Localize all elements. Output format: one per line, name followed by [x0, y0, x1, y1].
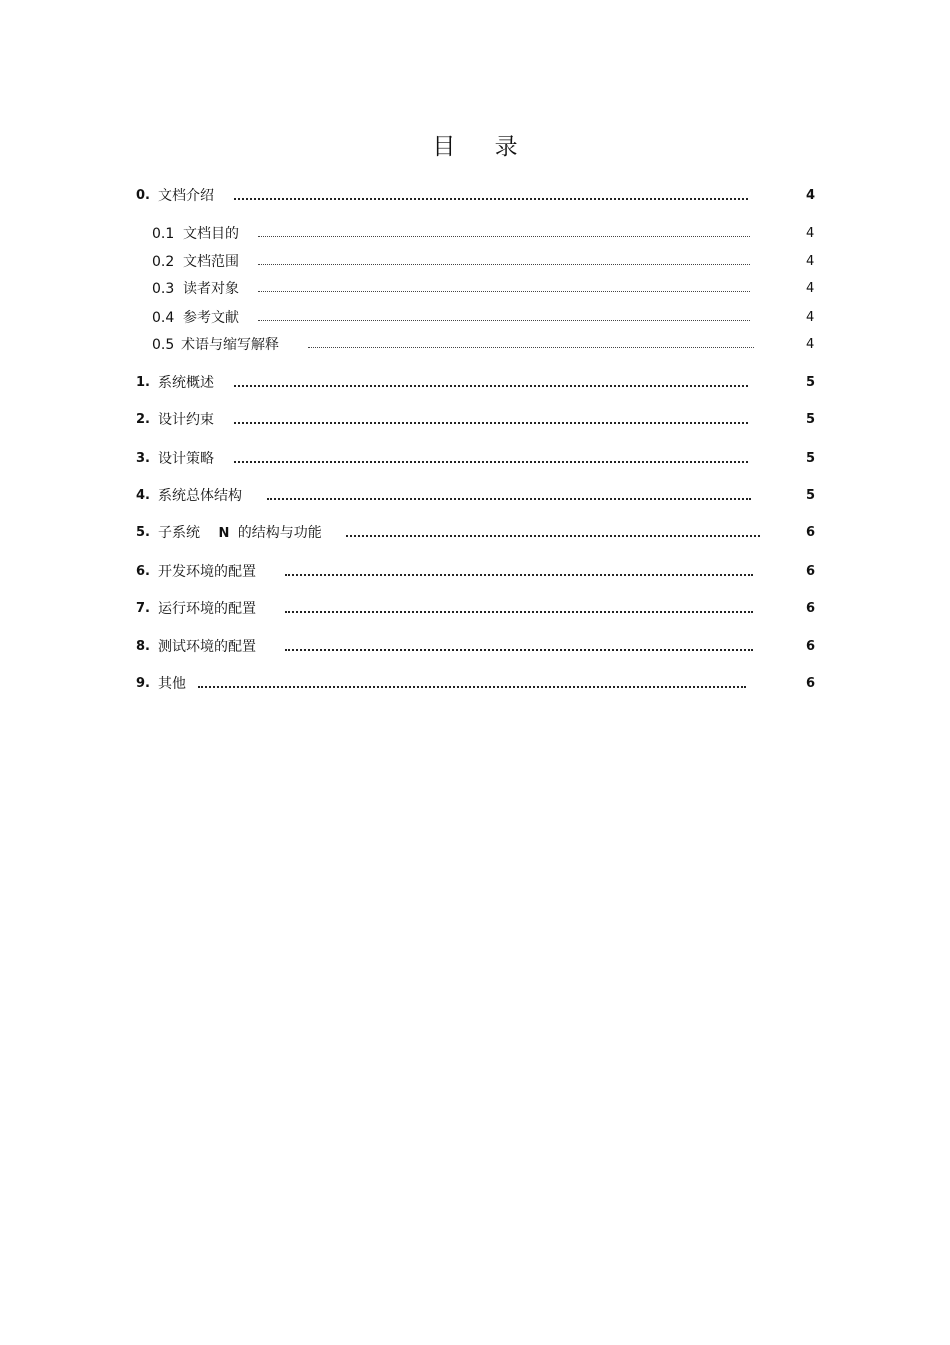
- toc-entry-1[interactable]: [136, 373, 816, 393]
- toc-entry-page: 5: [806, 375, 816, 390]
- toc-entry-label: 文档范围: [183, 254, 239, 270]
- toc-entry-label: 开发环境的配置: [158, 564, 256, 580]
- toc-entry-number: 1.: [136, 375, 150, 390]
- toc-entry-label: 系统总体结构: [158, 488, 242, 504]
- toc-entry-label: 参考文献: [183, 310, 239, 326]
- toc-entry-7[interactable]: [136, 599, 816, 619]
- toc-entry-0-2[interactable]: [152, 252, 816, 272]
- toc-entry-page: 4: [806, 337, 815, 352]
- toc-leader-dots: [258, 291, 750, 292]
- toc-entry-page: 4: [806, 254, 815, 269]
- toc-entry-label: 术语与缩写解释: [181, 337, 279, 353]
- toc-title: 目 录: [432, 134, 534, 160]
- toc-entry-label: 系统概述: [158, 375, 214, 391]
- toc-entry-label: [158, 523, 322, 544]
- toc-leader-dots: [285, 574, 753, 576]
- toc-entry-page: 4: [806, 281, 815, 296]
- toc-leader-dots: [234, 461, 748, 463]
- toc-entry-number: 9.: [136, 676, 150, 691]
- toc-entry-label: 文档介绍: [158, 188, 214, 204]
- toc-leader-dots: [285, 611, 753, 613]
- toc-entry-number: 3.: [136, 451, 150, 466]
- toc-entry-0-1[interactable]: [152, 224, 816, 244]
- toc-entry-page: 4: [806, 226, 815, 241]
- toc-entry-4[interactable]: [136, 486, 816, 506]
- toc-entry-page: 4: [806, 310, 815, 325]
- toc-entry-9[interactable]: [136, 674, 816, 694]
- toc-entry-0-3[interactable]: [152, 279, 816, 299]
- toc-entry-label: 读者对象: [183, 281, 239, 297]
- toc-entry-number: 8.: [136, 639, 150, 654]
- toc-leader-dots: [258, 236, 750, 237]
- toc-leader-dots: [198, 686, 746, 688]
- toc-entry-number: 7.: [136, 601, 150, 616]
- toc-entry-label: 设计策略: [158, 451, 214, 467]
- toc-entry-page: 4: [806, 188, 816, 203]
- toc-leader-dots: [267, 498, 751, 500]
- toc-entry-5[interactable]: [136, 523, 816, 543]
- toc-entry-number: 0.1: [152, 226, 175, 242]
- toc-leader-dots: [285, 649, 753, 651]
- toc-entry-0[interactable]: [136, 186, 816, 206]
- toc-leader-dots: [258, 264, 750, 265]
- toc-entry-number: 5.: [136, 525, 150, 540]
- toc-entry-page: 6: [806, 676, 816, 691]
- toc-entry-number: 0.3: [152, 281, 175, 297]
- toc-entry-0-4[interactable]: [152, 308, 816, 328]
- toc-leader-dots: [308, 347, 754, 348]
- toc-entry-label-prefix: 子系统: [158, 525, 200, 541]
- toc-leader-dots: [234, 198, 748, 200]
- toc-entry-3[interactable]: [136, 449, 816, 469]
- toc-leader-dots: [258, 320, 750, 321]
- toc-entry-8[interactable]: [136, 637, 816, 657]
- toc-entry-label-variable: N: [218, 526, 230, 541]
- toc-entry-page: 5: [806, 412, 816, 427]
- toc-entry-page: 5: [806, 451, 816, 466]
- toc-entry-label: 文档目的: [183, 226, 239, 242]
- toc-entry-label: 测试环境的配置: [158, 639, 256, 655]
- toc-entry-2[interactable]: [136, 410, 816, 430]
- toc-leader-dots: [234, 422, 748, 424]
- toc-entry-page: 6: [806, 564, 816, 579]
- toc-entry-page: 6: [806, 639, 816, 654]
- toc-entry-0-5[interactable]: [152, 335, 816, 355]
- toc-entry-label: 运行环境的配置: [158, 601, 256, 617]
- toc-entry-label-suffix: 的结构与功能: [237, 525, 322, 541]
- toc-leader-dots: [346, 535, 760, 537]
- toc-entry-page: 6: [806, 525, 816, 540]
- toc-entry-number: 6.: [136, 564, 150, 579]
- toc-entry-number: 4.: [136, 488, 150, 503]
- toc-entry-page: 6: [806, 601, 816, 616]
- toc-entry-number: 0.: [136, 188, 150, 203]
- toc-leader-dots: [234, 385, 748, 387]
- toc-entry-number: 0.4: [152, 310, 175, 326]
- toc-entry-label: 设计约束: [158, 412, 214, 428]
- toc-entry-6[interactable]: [136, 562, 816, 582]
- toc-entry-number: 2.: [136, 412, 150, 427]
- toc-entry-label: 其他: [158, 676, 186, 692]
- toc-entry-number: 0.5: [152, 337, 175, 353]
- toc-entry-page: 5: [806, 488, 816, 503]
- toc-entry-number: 0.2: [152, 254, 175, 270]
